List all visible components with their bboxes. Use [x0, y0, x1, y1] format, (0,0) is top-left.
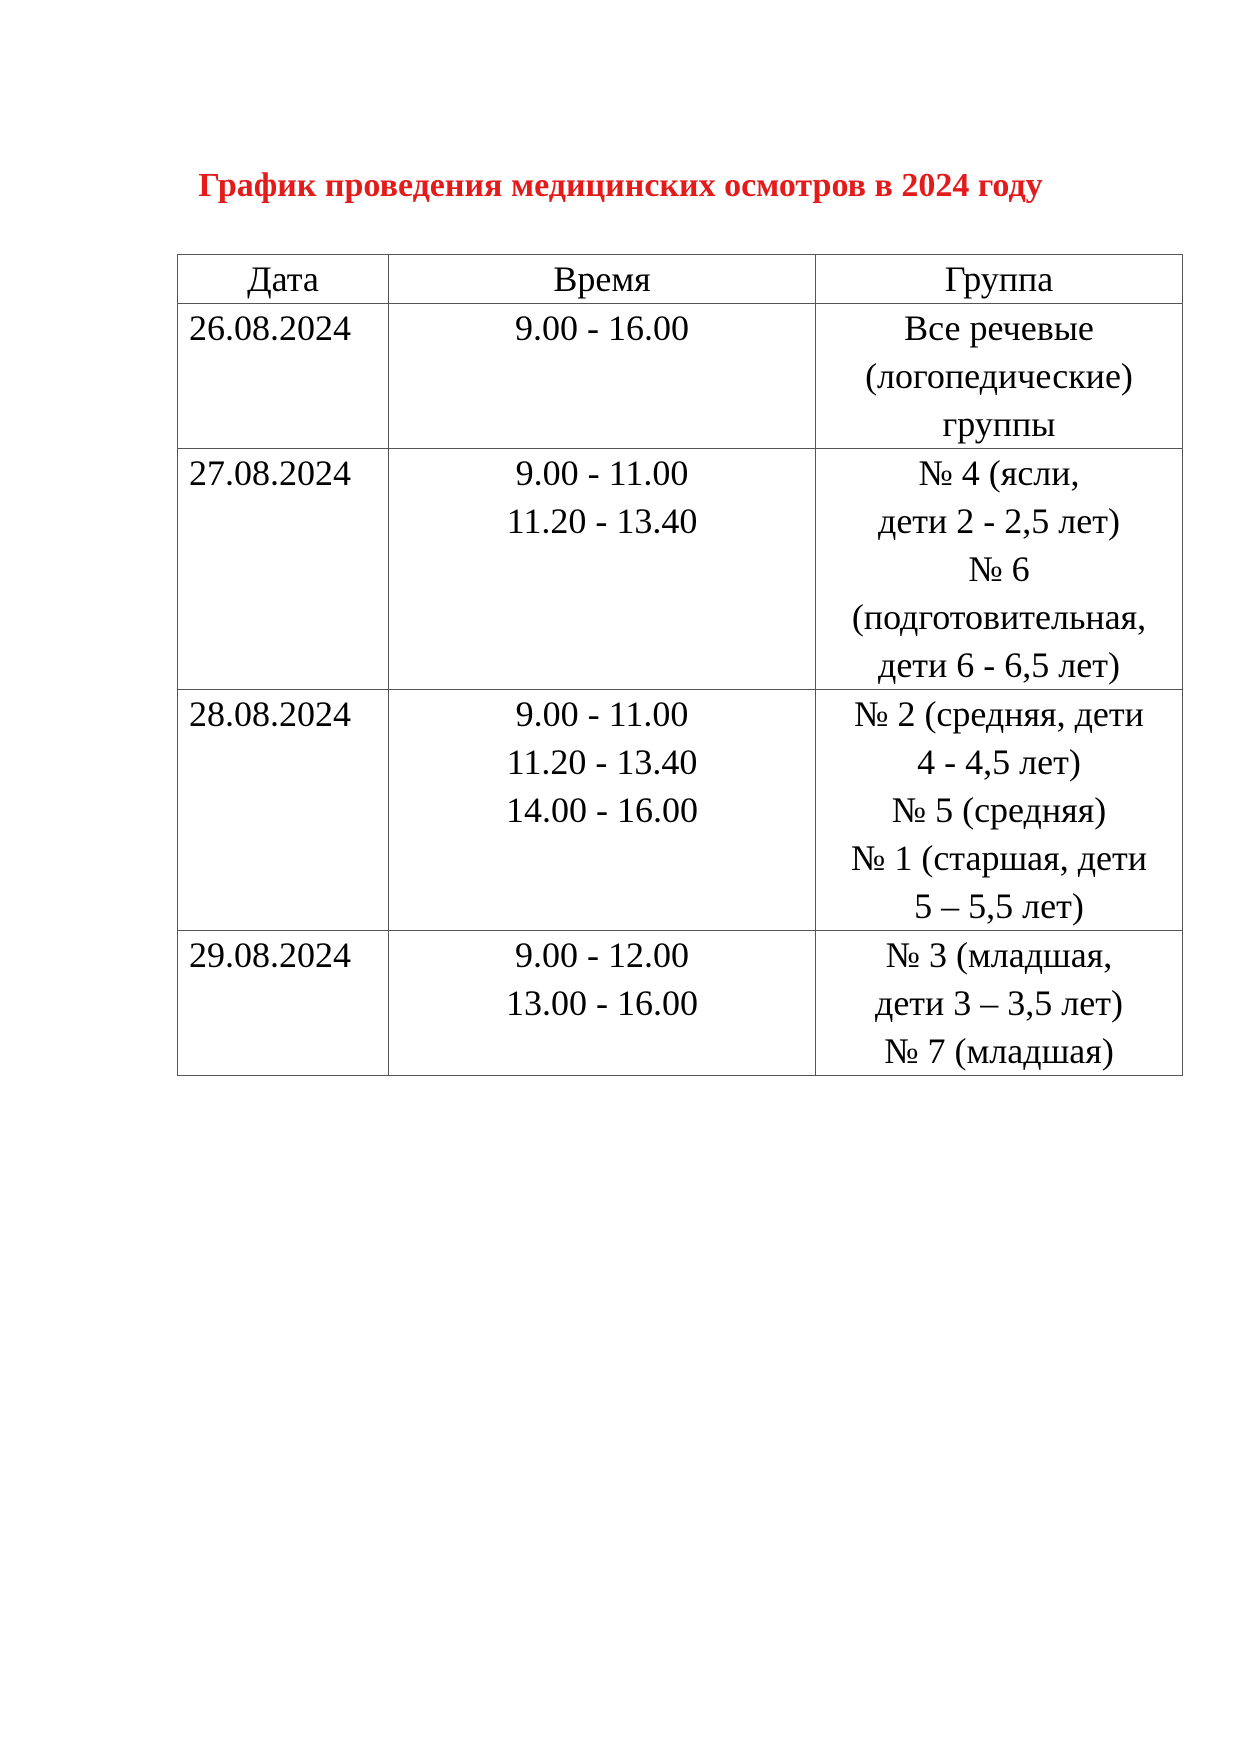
table-row: [178, 931, 1183, 1076]
time-slot: 14.00 - 16.00: [506, 790, 698, 830]
group-line: дети 6 - 6,5 лет): [878, 645, 1120, 685]
table-row: [178, 449, 1183, 690]
group-cell: [816, 690, 1183, 931]
header-time: Время: [389, 255, 816, 304]
schedule-table: [177, 254, 1183, 1076]
page-title: График проведения медицинских осмотров в 2024 году: [198, 167, 1043, 204]
time-slot: 9.00 - 11.00: [515, 694, 689, 734]
group-line: (логопедические): [865, 356, 1133, 396]
time-slot: 9.00 - 12.00: [515, 935, 689, 975]
date-cell: [178, 690, 389, 931]
group-line: № 3 (младшая,: [885, 935, 1113, 975]
group-line: дети 3 – 3,5 лет): [875, 983, 1123, 1023]
time-slot: 11.20 - 13.40: [506, 501, 698, 541]
group-line: дети 2 - 2,5 лет): [878, 501, 1120, 541]
group-cell: [816, 304, 1183, 449]
table-row: [178, 690, 1183, 931]
date-cell: [178, 304, 389, 449]
date-value: 27.08.2024: [189, 453, 351, 493]
header-date: Дата: [178, 255, 389, 304]
table-header-row: [178, 255, 1183, 304]
time-cell: [389, 690, 816, 931]
group-line: (подготовительная,: [851, 597, 1147, 637]
group-line: № 4 (ясли,: [918, 453, 1080, 493]
group-line: № 1 (старшая, дети: [850, 838, 1147, 878]
group-line: 4 - 4,5 лет): [917, 742, 1081, 782]
time-slot: 9.00 - 16.00: [515, 308, 689, 348]
date-cell: [178, 449, 389, 690]
header-group: Группа: [816, 255, 1183, 304]
time-slot: 13.00 - 16.00: [506, 983, 698, 1023]
group-line: № 6: [968, 549, 1030, 589]
group-cell: [816, 449, 1183, 690]
group-line: № 2 (средняя, дети: [854, 694, 1144, 734]
date-value: 26.08.2024: [189, 308, 351, 348]
table-row: [178, 304, 1183, 449]
time-cell: [389, 304, 816, 449]
group-line: № 7 (младшая): [884, 1031, 1114, 1071]
group-line: № 5 (средняя): [891, 790, 1107, 830]
group-line: 5 – 5,5 лет): [914, 886, 1084, 926]
date-value: 28.08.2024: [189, 694, 351, 734]
group-cell: [816, 931, 1183, 1076]
time-slot: 11.20 - 13.40: [506, 742, 698, 782]
time-cell: [389, 449, 816, 690]
date-value: 29.08.2024: [189, 935, 351, 975]
time-slot: 9.00 - 11.00: [515, 453, 689, 493]
group-line: группы: [942, 404, 1056, 444]
group-line: Все речевые: [904, 308, 1094, 348]
date-cell: [178, 931, 389, 1076]
time-cell: [389, 931, 816, 1076]
